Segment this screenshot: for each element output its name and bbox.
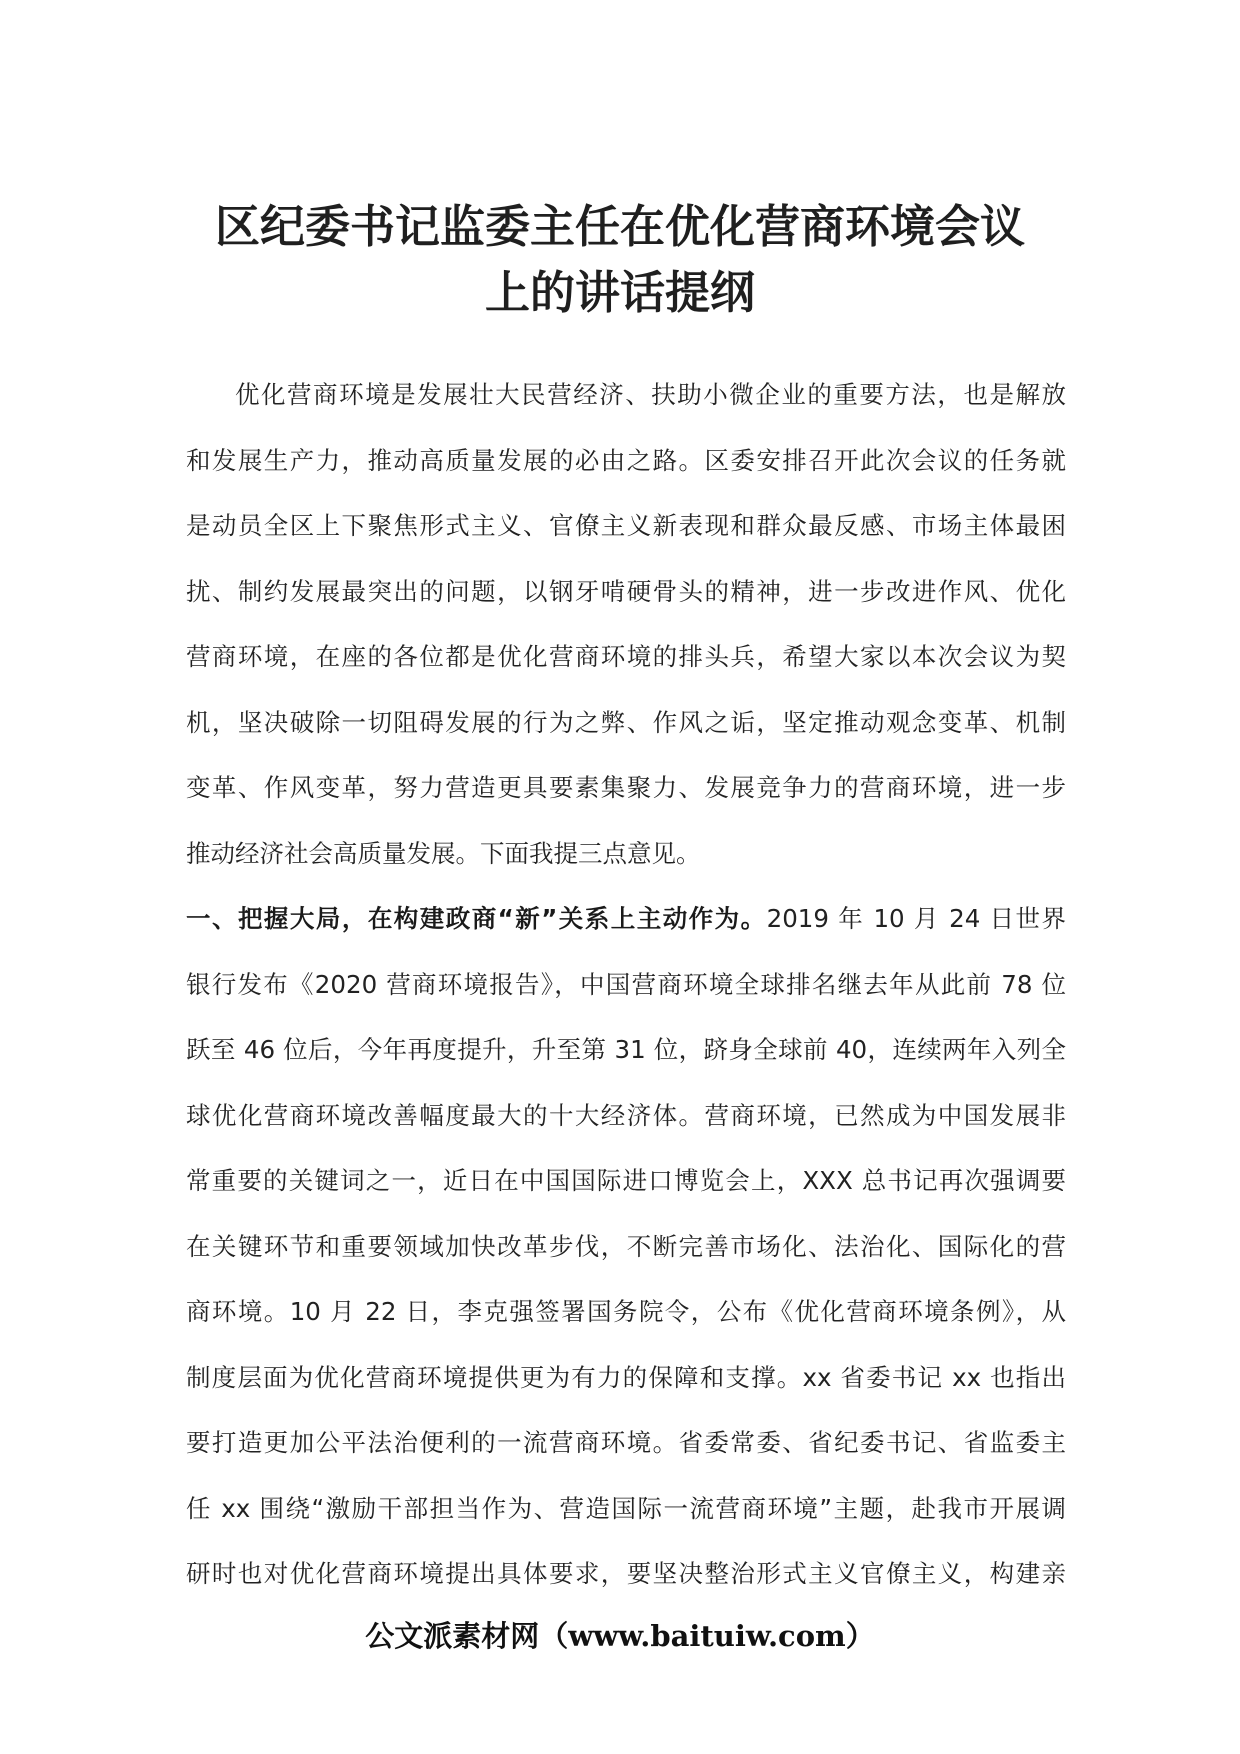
paragraph-line: 任 xx 围绕“激励干部担当作为、营造国际一流营商环境”主题，赴我市开展调 (186, 1493, 1066, 1523)
paragraph-line: 在关键环节和重要领域加快改革步伐，不断完善市场化、法治化、国际化的营 (186, 1231, 1066, 1261)
section-heading-line (186, 886, 1066, 952)
paragraph-line: 推动经济社会高质量发展。下面我提三点意见。 (186, 838, 701, 868)
document-title (150, 194, 1090, 326)
paragraph-line: 机，坚决破除一切阻碍发展的行为之弊、作风之诟，坚定推动观念变革、机制 (186, 707, 1066, 737)
paragraph-line: 制度层面为优化营商环境提供更为有力的保障和支撑。xx 省委书记 xx 也指出 (186, 1362, 1066, 1392)
paragraph-line: 银行发布《2020 营商环境报告》，中国营商环境全球排名继去年从此前 78 位 (186, 969, 1066, 999)
paragraph-line: 变革、作风变革，努力营造更具要素集聚力、发展竞争力的营商环境，进一步 (186, 773, 1066, 802)
paragraph-line: 跃至 46 位后，今年再度提升，升至第 31 位，跻身全球前 40，连续两年入列全 (186, 1035, 1066, 1064)
paragraph-line: 常重要的关键词之一，近日在中国国际进口博览会上，XXX 总书记再次强调要 (186, 1166, 1066, 1195)
paragraph-line: 和发展生产力，推动高质量发展的必由之路。区委安排召开此次会议的任务就 (186, 445, 1066, 475)
paragraph-line: 商环境。10 月 22 日，李克强签署国务院令，公布《优化营商环境条例》，从 (186, 1297, 1066, 1326)
paragraph-line: 球优化营商环境改善幅度最大的十大经济体。营商环境，已然成为中国发展非 (186, 1100, 1066, 1130)
paragraph-line: 营商环境，在座的各位都是优化营商环境的排头兵，希望大家以本次会议为契 (186, 642, 1066, 671)
section-heading: 一、把握大局，在构建政商“新”关系上主动作为。 (186, 904, 767, 933)
section-heading-rest: 2019 年 10 月 24 日世界 (766, 904, 1067, 933)
title-line: 上的讲话提纲 (484, 266, 755, 319)
paragraph-line: 研时也对优化营商环境提出具体要求，要坚决整治形式主义官僚主义，构建亲 (186, 1559, 1066, 1588)
title-line: 区纪委书记监委主任在优化营商环境会议 (214, 200, 1025, 253)
paragraph-line: 要打造更加公平法治便利的一流营商环境。省委常委、省纪委书记、省监委主 (186, 1428, 1066, 1457)
paragraph-line: 是动员全区上下聚焦形式主义、官僚主义新表现和群众最反感、市场主体最困 (186, 511, 1066, 540)
paragraph-line: 优化营商环境是发展壮大民营经济、扶助小微企业的重要方法，也是解放 (235, 380, 1066, 409)
document-body (186, 362, 1066, 1607)
paragraph-line: 扰、制约发展最突出的问题，以钢牙啃硬骨头的精神，进一步改进作风、优化 (186, 576, 1066, 606)
footer-watermark: 公文派素材网（www.baituiw.com） (365, 1619, 875, 1653)
